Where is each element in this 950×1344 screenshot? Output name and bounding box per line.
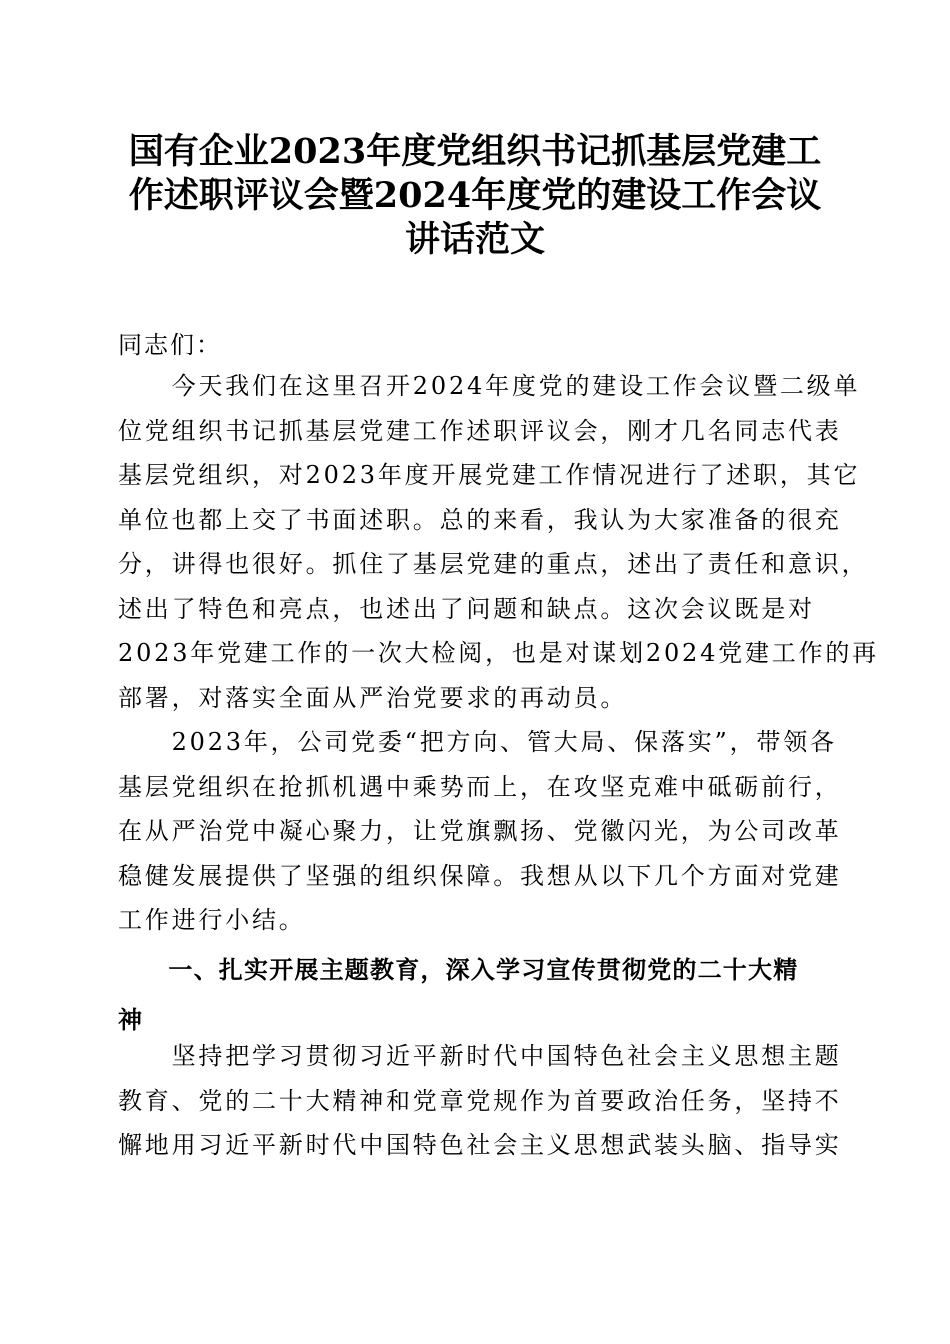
text-line: 2023年党建工作的一次大检阅，也是对谋划2024党建工作的再: [118, 639, 879, 667]
text-line: 今天我们在这里召开2024年度党的建设工作会议暨二级单: [118, 372, 861, 400]
text-line: 稳健发展提供了坚强的组织保障。我想从以下几个方面对党建: [118, 861, 842, 890]
paragraph-1: [118, 364, 879, 720]
text-line: 2023年，公司党委“把方向、管大局、保落实”，带领各: [118, 728, 837, 756]
title-line: 国有企业2023年度党组织书记抓基层党建工: [128, 131, 822, 172]
salutation: 同志们：: [118, 331, 222, 359]
paragraph-2: [118, 720, 842, 943]
text-line: 分，讲得也很好。抓住了基层党建的重点，述出了责任和意识，: [118, 550, 869, 578]
text-line: 在从严治党中凝心聚力，让党旗飘扬、党徽闪光，为公司改革: [118, 817, 842, 845]
text-line: 工作进行小结。: [118, 906, 306, 934]
paragraph-3: [118, 1034, 842, 1168]
text-line: 基层党组织，对2023年度开展党建工作情况进行了述职，其它: [118, 461, 861, 489]
text-line: 基层党组织在抢抓机遇中乘势而上，在攻坚克难中砥砺前行，: [118, 772, 842, 801]
title-line: 讲话范文: [404, 219, 545, 260]
text-line: 单位也都上交了书面述职。总的来看，我认为大家准备的很充: [118, 505, 842, 534]
document-title: [100, 130, 850, 262]
text-line: 坚持把学习贯彻习近平新时代中国特色社会主义思想主题: [118, 1042, 842, 1070]
title-line: 作述职评议会暨2024年度党的建设工作会议: [128, 175, 822, 216]
text-line: 部署，对落实全面从严治党要求的再动员。: [118, 683, 628, 712]
heading-line: 神: [118, 1006, 144, 1034]
text-line: 懈地用习近平新时代中国特色社会主义思想武装头脑、指导实: [118, 1131, 842, 1159]
heading-line: 一、扎实开展主题教育，深入学习宣传贯彻党的二十大精: [118, 956, 799, 984]
text-line: 位党组织书记抓基层党建工作述职评议会，刚才几名同志代表: [118, 416, 842, 445]
section-heading-1: [118, 945, 834, 1045]
text-line: 教育、党的二十大精神和党章党规作为首要政治任务，坚持不: [118, 1086, 842, 1115]
text-line: 述出了特色和亮点，也述出了问题和缺点。这次会议既是对: [118, 594, 815, 623]
